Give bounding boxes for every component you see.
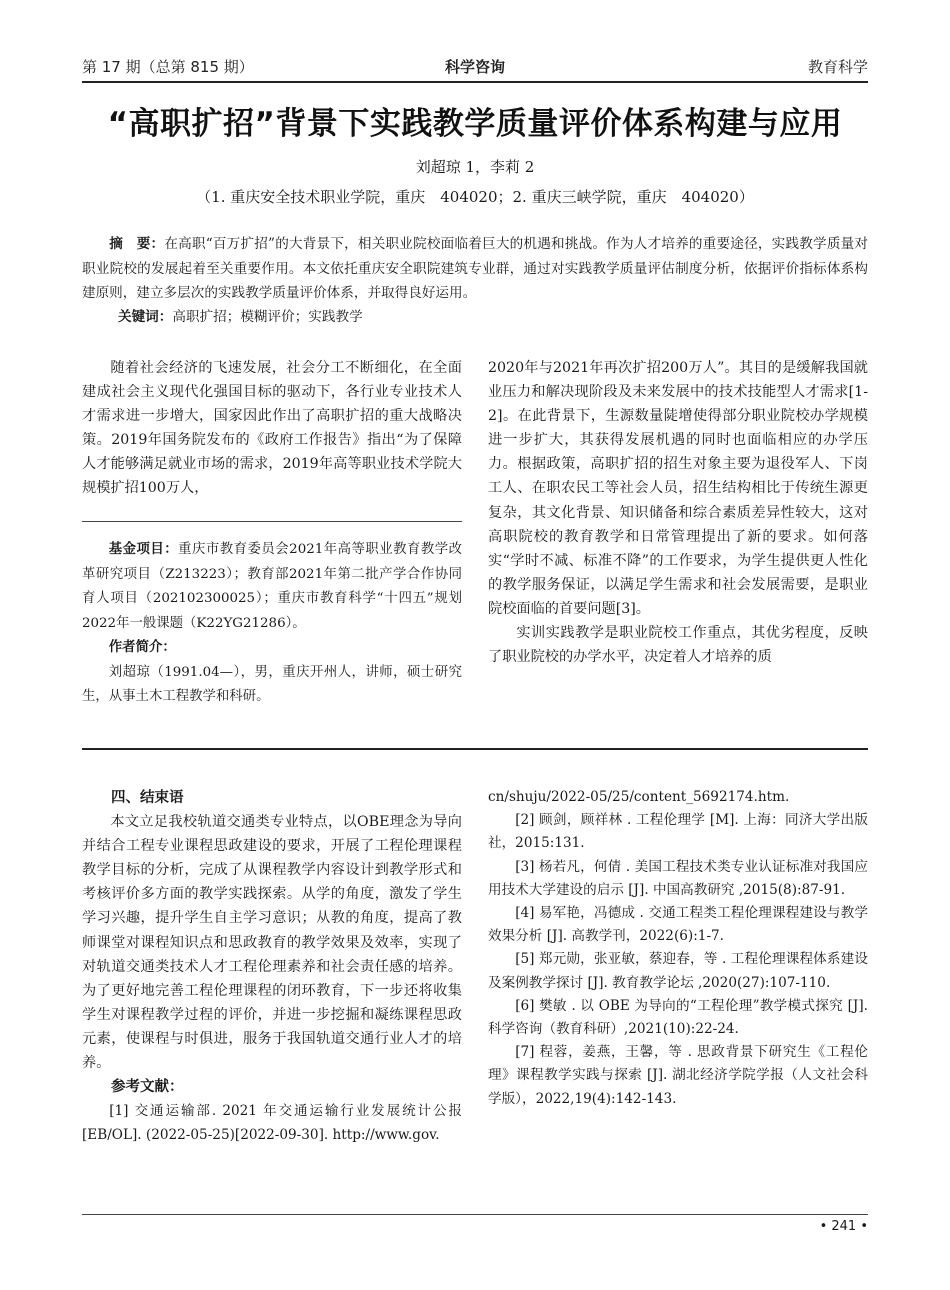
reference-1: [1] 交通运输部. 2021 年交通运输行业发展统计公报 [EB/OL]. (2022-05-25)[2022-09-30]. http://www.gov. [82,1103,462,1144]
reference-5: [5] 郑元勋，张亚敏，蔡迎春，等 . 工程伦理课程体系建设及案例教学探讨 [J]. 教育教学论坛 ,2020(27):107-110. [488,951,868,991]
reference-3: [3] 杨若凡，何倩 . 美国工程技术类专业认证标准对我国应用技术大学建设的启示 [J]. 中国高教研究 ,2015(8):87-91. [488,858,868,898]
conclusion-heading: 四、结束语 [111,790,184,806]
abstract-label: 摘 要： [109,236,165,252]
funding-text: 重庆市教育委员会2021年高等职业教育教学改革研究项目（Z213223）；教育部2021年第二批产学合作协同育人项目（202102300025）；重庆市教育科学“十四五”规划2022年一般课题（K22YG21286）。 [82,542,462,631]
keywords [118,306,363,328]
page-number: • 241 • [819,1219,868,1234]
abstract [82,232,868,306]
funding-block [82,538,462,710]
reference-4: [4] 易军艳，冯德成 . 交通工程类工程伦理课程建设与教学效果分析 [J]. 高教学刊，2022(6):1-7. [488,905,868,945]
intro-paragraph-2: 2020年与2021年再次扩招200万人”。其目的是缓解我国就业压力和解决现阶段及未来发展中的技术技能型人才需求[1-2]。在此背景下，生源数量陡增使得部分职业院校办学规模进一步扩大，其获得发展机遇的同时也面临相应的办学压力。根据政策，高职扩招的招生对象主要为退役军人、下岗工人、在职农民工等社会人员，招生结构相比于传统生源更复杂，其文化背景、知识储备和综合素质差异性较大，这对高职院校的教育教学和日常管理提出了新的要求。如何落实“学时不减、标准不降”的工作要求，为学生提供更人性化的教学服务保证，以满足学生需求和社会发展需要，是职业院校面临的首要问题[3]。 [488,360,868,617]
header-issue: 第 17 期（总第 815 期） [82,58,254,76]
keywords-label: 关键词： [118,309,173,325]
header-journal: 科学咨询 [444,58,505,76]
paper-title: “高职扩招”背景下实践教学质量评价体系构建与应用 [107,106,843,142]
intro-left-column [82,356,462,501]
intro-paragraph-3: 实训实践教学是职业院校工作重点，其优劣程度，反映了职业院校的办学水平，决定着人才培养的质 [488,625,868,666]
conclusion-column [82,786,462,1147]
affiliation: （1. 重庆安全技术职业学院，重庆 404020；2. 重庆三峡学院，重庆 404020） [196,188,754,206]
header-rule [82,81,868,83]
conclusion-text: 本文立足我校轨道交通类专业特点，以OBE理念为导向并结合工程专业课程思政建设的要求，开展了工程伦理课程教学目标的分析，完成了从课程教学内容设计到教学形式和考核评价多方面的教学实践探索。从学的角度，激发了学生学习兴趣，提升学生自主学习意识；从教的角度，提高了教师课堂对课程知识点和思政教育的教学效果及效率，实现了对轨道交通类技术人才工程伦理素养和社会责任感的培养。为了更好地完善工程伦理课程的闭环教育，下一步还将收集学生对课程教学过程的评价，并进一步挖掘和凝练课程思政元素，使课程与时俱进，服务于我国轨道交通行业人才的培养。 [82,814,462,1072]
bio-text: 刘超琼（1991.04—），男，重庆开州人，讲师，硕士研究生，从事土木工程教学和科研。 [82,664,462,704]
footnote-rule [82,521,462,522]
abstract-text: 在高职“百万扩招”的大背景下，相关职业院校面临着巨大的机遇和挑战。作为人才培养的重要途径，实践教学质量对职业院校的发展起着至关重要作用。本文依托重庆安全职院建筑专业群，通过对实践教学质量评估制度分析，依据评价指标体系构建原则，建立多层次的实践教学质量评价体系，并取得良好运用。 [82,236,868,301]
reference-1-continued: cn/shuju/2022-05/25/content_5692174.htm. [488,789,790,805]
section-separator [82,748,868,750]
footer-rule [82,1214,868,1215]
reference-2: [2] 顾剑，顾祥林 . 工程伦理学 [M]. 上海：同济大学出版社，2015:131. [488,812,868,852]
reference-6: [6] 樊敏 . 以 OBE 为导向的“工程伦理”教学模式探究 [J]. 科学咨询（教育科研）,2021(10):22-24. [488,997,868,1038]
reference-7: [7] 程蓉，姜燕，王馨，等 . 思政背景下研究生《工程伦理》课程教学实践与探索 [J]. 湖北经济学院学报（人文社会科学版），2022,19(4):142-143. [488,1044,868,1107]
intro-paragraph-1: 随着社会经济的飞速发展，社会分工不断细化，在全面建成社会主义现代化强国目标的驱动下，各行业专业技术人才需求进一步增大，国家因此作出了高职扩招的重大战略决策。2019年国务院发布的《政府工作报告》指出“为了保障人才能够满足就业市场的需求，2019年高等职业技术学院大规模扩招100万人， [82,360,462,497]
authors: 刘超琼 1，李莉 2 [415,158,535,176]
intro-right-column [488,356,868,669]
funding-label: 基金项目： [108,542,179,557]
bio-label: 作者简介： [108,640,176,655]
references-heading: 参考文献： [111,1079,184,1096]
keywords-text: 高职扩招；模糊评价；实践教学 [172,309,363,325]
header-section: 教育科学 [807,58,868,76]
references-column [488,786,868,1111]
